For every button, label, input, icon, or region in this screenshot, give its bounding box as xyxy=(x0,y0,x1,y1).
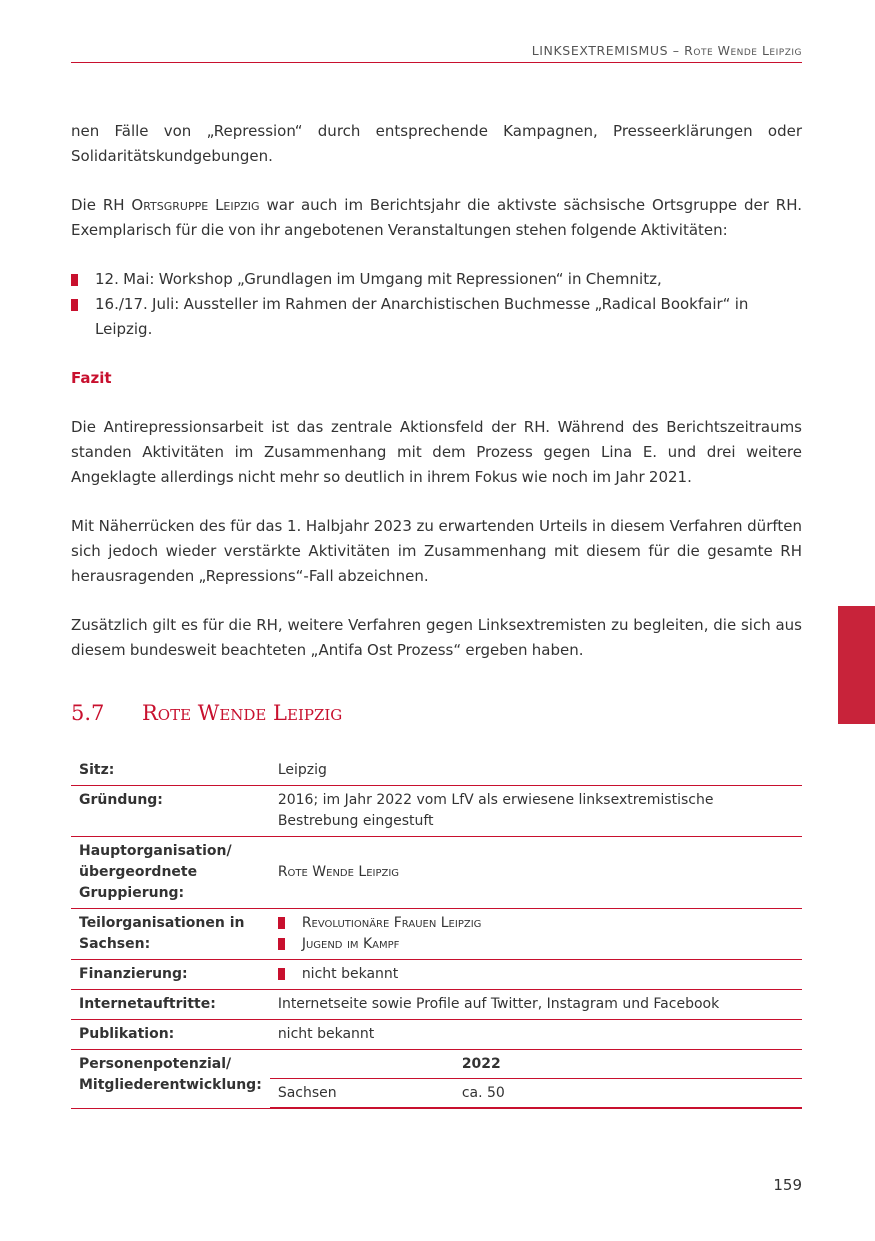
list-item xyxy=(71,292,802,342)
internetauftritte-label: Internetauftritte: xyxy=(71,990,270,1020)
bullet-icon xyxy=(278,917,285,929)
publikation-value: nicht bekannt xyxy=(270,1020,802,1050)
teilorganisationen-label-line-2: Sachsen: xyxy=(79,936,151,952)
internetauftritte-value: Internetseite sowie Profile auf Twitter, Instagram und Facebook xyxy=(270,990,802,1020)
hauptorganisation-label-line-3: Gruppierung: xyxy=(79,885,185,901)
table-row-gruendung xyxy=(71,786,802,837)
subtable-region: Sachsen xyxy=(270,1079,454,1108)
paragraph-2-start: Die RH xyxy=(71,196,132,214)
table-row xyxy=(270,1079,802,1108)
section-title: Rote Wende Leipzig xyxy=(142,701,343,725)
table-row-internetauftritte xyxy=(71,990,802,1020)
list-item-text: 16./17. Juli: Aussteller im Rahmen der Anarchistischen Buchmesse „Radical Bookfair“ in Leipzig. xyxy=(95,295,749,338)
paragraph-1: nen Fälle von „Repression“ durch entsprechende Kampagnen, Presseerklärungen oder Solidaritätskundgebungen. xyxy=(71,122,802,165)
running-header-sub: Rote Wende Leipzig xyxy=(684,43,802,58)
paragraph-2 xyxy=(71,193,802,243)
paragraph-5: Zusätzlich gilt es für die RH, weitere Verfahren gegen Linksextremisten zu begleiten, die sich aus diesem bundesweit beachteten „Antifa Ost Prozess“ ergeben haben. xyxy=(71,616,802,659)
paragraph-3: Die Antirepressionsarbeit ist das zentrale Aktionsfeld der RH. Während des Berichtszeitraums standen Aktivitäten im Zusammenhang mit dem Prozess gegen Lina E. und drei weitere Angeklagte allerdings nicht mehr so deutlich in ihrem Fokus wie noch im Jahr 2021. xyxy=(71,418,802,486)
teilorganisationen-label-line-1: Teilorganisationen in xyxy=(79,915,245,931)
list-item xyxy=(278,964,794,985)
publikation-label: Publikation: xyxy=(71,1020,270,1050)
table-row-hauptorganisation xyxy=(71,837,802,909)
finanzierung-list xyxy=(278,964,794,985)
organization-info-table xyxy=(71,756,802,1109)
finanzierung-label: Finanzierung: xyxy=(71,960,270,990)
hauptorganisation-label-line-1: Hauptorganisation/ xyxy=(79,843,232,859)
personenpotenzial-subtable xyxy=(270,1050,802,1108)
table-row xyxy=(270,1050,802,1079)
hauptorganisation-value: Rote Wende Leipzig xyxy=(270,837,802,909)
ortsgruppe-leipzig-name: Ortsgruppe Leipzig xyxy=(131,196,260,214)
list-item-text: 12. Mai: Workshop „Grundlagen im Umgang mit Repressionen“ in Chemnitz, xyxy=(95,270,662,288)
teilorganisationen-label xyxy=(71,909,270,960)
teilorganisationen-value xyxy=(270,909,802,960)
list-item xyxy=(278,913,794,934)
list-item xyxy=(278,934,794,955)
finanzierung-value xyxy=(270,960,802,990)
gruendung-value: 2016; im Jahr 2022 vom LfV als erwiesene linksextremistische Bestrebung eingestuft xyxy=(270,786,802,837)
table-row-sitz xyxy=(71,756,802,786)
chapter-side-tab xyxy=(838,606,875,724)
running-header xyxy=(71,43,802,63)
subtable-year-header: 2022 xyxy=(454,1050,802,1079)
sitz-label: Sitz: xyxy=(71,756,270,786)
section-number: 5.7 xyxy=(71,701,105,725)
bullet-icon xyxy=(278,968,285,980)
list-item xyxy=(71,267,802,292)
list-item-text: nicht bekannt xyxy=(301,966,399,982)
running-header-separator: – xyxy=(668,43,685,58)
running-header-main: LINKSEXTREMISMUS xyxy=(531,43,669,58)
bullet-icon xyxy=(71,299,78,311)
main-content xyxy=(71,119,802,663)
table-row-publikation xyxy=(71,1020,802,1050)
bullet-icon xyxy=(278,938,285,950)
section-heading xyxy=(71,701,342,725)
table-row-teilorganisationen xyxy=(71,909,802,960)
personenpotenzial-label-line-2: Mitgliederentwicklung: xyxy=(79,1077,262,1093)
personenpotenzial-label xyxy=(71,1050,270,1109)
list-item-text: Jugend im Kampf xyxy=(301,936,400,952)
personenpotenzial-label-line-1: Personenpotenzial/ xyxy=(79,1056,232,1072)
subtable-count: ca. 50 xyxy=(454,1079,802,1108)
hauptorganisation-label xyxy=(71,837,270,909)
activity-list xyxy=(71,267,802,342)
paragraph-2-rest: war auch im Berichtsjahr die aktivste sächsische Ortsgruppe der RH. Exemplarisch für die von ihr angebotenen Veranstaltungen stehen folgende Aktivitäten: xyxy=(71,196,802,239)
list-item-text: Revolutionäre Frauen Leipzig xyxy=(301,915,482,931)
fazit-heading: Fazit xyxy=(71,369,112,387)
page-number: 159 xyxy=(773,1176,802,1194)
hauptorganisation-label-line-2: übergeordnete xyxy=(79,864,198,880)
sitz-value: Leipzig xyxy=(270,756,802,786)
table-row-finanzierung xyxy=(71,960,802,990)
subtable-header-empty xyxy=(270,1050,454,1079)
paragraph-4: Mit Näherrücken des für das 1. Halbjahr 2023 zu erwartenden Urteils in diesem Verfahren dürften sich jedoch wieder verstärkte Aktivitäten im Zusammenhang mit diesem für die gesamte RH herausragenden „Repressions“-Fall abzeichnen. xyxy=(71,517,802,585)
teilorganisationen-list xyxy=(278,913,794,955)
gruendung-label: Gründung: xyxy=(71,786,270,837)
personenpotenzial-value xyxy=(270,1050,802,1109)
table-row-personenpotenzial xyxy=(71,1050,802,1109)
bullet-icon xyxy=(71,274,78,286)
